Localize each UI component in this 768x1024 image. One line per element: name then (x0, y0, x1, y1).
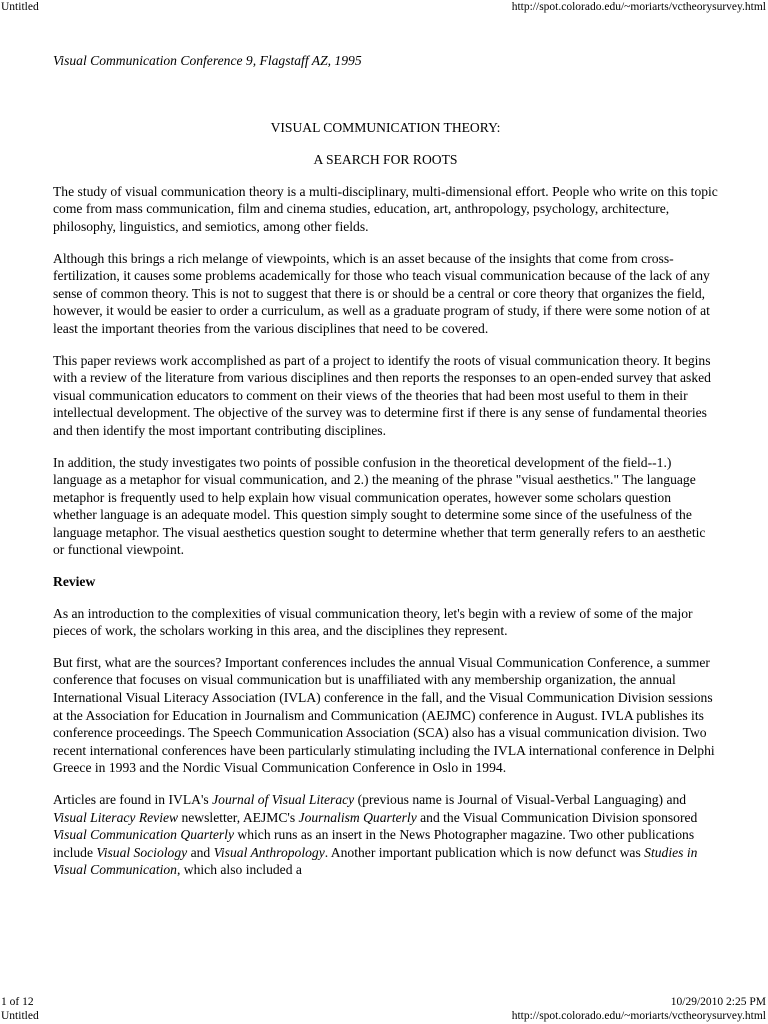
text-run: (previous name is Journal of Visual-Verbal Languaging) and (354, 792, 687, 807)
text-run: and (187, 844, 214, 860)
footer-page-title: Untitled (1, 1010, 39, 1022)
publication-title: Visual Literacy Review (53, 809, 179, 825)
publication-title: Visual Communication Quarterly (53, 827, 234, 843)
text-run: , which also included a (176, 862, 302, 878)
document-title: VISUAL COMMUNICATION THEORY: (270, 119, 501, 135)
print-footer-line2 (0, 1009, 768, 1023)
header-url: http://spot.colorado.edu/~moriarts/vctheorysurvey.html (511, 1, 766, 13)
footer-datetime: 10/29/2010 2:25 PM (670, 996, 766, 1008)
paragraph: This paper reviews work accomplished as part of a project to identify the roots of visual communication theory. It begins with a review of the literature from various disciplines and then reports the responses to an open-ended survey that asked visual communication educators to comment on their views of the theories that had been most useful to them in their intellectual development. The objective of the survey was to determine first if there is any sense of fundamental theories and then identify the most important contributing disciplines. (53, 352, 711, 438)
paragraph: The study of visual communication theory is a multi-disciplinary, multi-dimensional effort. People who write on this topic come from mass communication, film and cinema studies, education, art, anthropology, psychology, architecture, philosophy, linguistics, and semiotics, among other fields. (53, 183, 718, 234)
text-run: newsletter, AEJMC's (178, 809, 299, 825)
footer-page-count: 1 of 12 (1, 996, 34, 1008)
publication-title: Journalism Quarterly (298, 809, 417, 825)
paragraph: But first, what are the sources? Important conferences includes the annual Visual Communication Conference, a summer conference that focuses on visual communication but is unaffiliated with any membership organization, the annual International Visual Literacy Association (IVLA) conference in the fall, and the Visual Communication Division sessions at the Association for Education in Journalism and Communication (AEJMC) conference in August. IVLA publishes its conference proceedings. The Speech Communication Association (SCA) also has a visual communication division. Two recent international conferences have been particularly stimulating including the IVLA international conference in Delphi Greece in 1993 and the Nordic Visual Communication Conference in Oslo in 1994. (53, 654, 715, 776)
conference-line: Visual Communication Conference 9, Flagstaff AZ, 1995 (53, 53, 362, 68)
publication-title: Studies in Visual Communication (53, 844, 698, 878)
section-heading-review: Review (53, 574, 96, 590)
paragraph: As an introduction to the complexities of visual communication theory, let's begin with a review of some of the major pieces of work, the scholars working in this area, and the disciplines they represent. (53, 605, 693, 639)
print-header (0, 0, 768, 14)
footer-url: http://spot.colorado.edu/~moriarts/vctheorysurvey.html (511, 1010, 766, 1022)
print-footer-line1 (0, 995, 768, 1009)
text-run: and the Visual Communication Division sponsored (416, 809, 698, 825)
publication-title: Visual Sociology (96, 844, 188, 860)
publication-title: Visual Anthropology (213, 844, 325, 860)
document-subtitle: A SEARCH FOR ROOTS (313, 152, 458, 168)
text-run: which runs as an insert in the News Photographer magazine. Two other publications include (53, 827, 695, 860)
text-run: . Another important publication which is now defunct was (324, 844, 645, 860)
header-page-title: Untitled (1, 1, 39, 13)
paragraph: Although this brings a rich melange of viewpoints, which is an asset because of the insights that come from cross-fertilization, it causes some problems academically for those who teach visual communication because of the lack of any sense of common theory. This is not to suggest that there is or should be a central or core theory that organizes the field, however, it would be easier to order a curriculum, as well as a graduate program of study, if there were some notion of at least the important theories from the various disciplines that need to be covered. (53, 250, 710, 336)
text-run: Articles are found in IVLA's (53, 792, 213, 807)
publication-title: Journal of Visual Literacy (212, 792, 355, 807)
document-body (53, 52, 718, 893)
paragraph: In addition, the study investigates two points of possible confusion in the theoretical development of the field--1.) language as a metaphor for visual communication, and 2.) the meaning of the phrase "visual aesthetics." The language metaphor is frequently used to help explain how visual communication operates, however some scholars question whether language is an adequate model. This question simply sought to determine some since of the usefulness of the language metaphor. The visual aesthetics question sought to determine whether that term generally refers to an aesthetic or functional viewpoint. (53, 454, 706, 558)
paragraph-articles (53, 791, 718, 879)
